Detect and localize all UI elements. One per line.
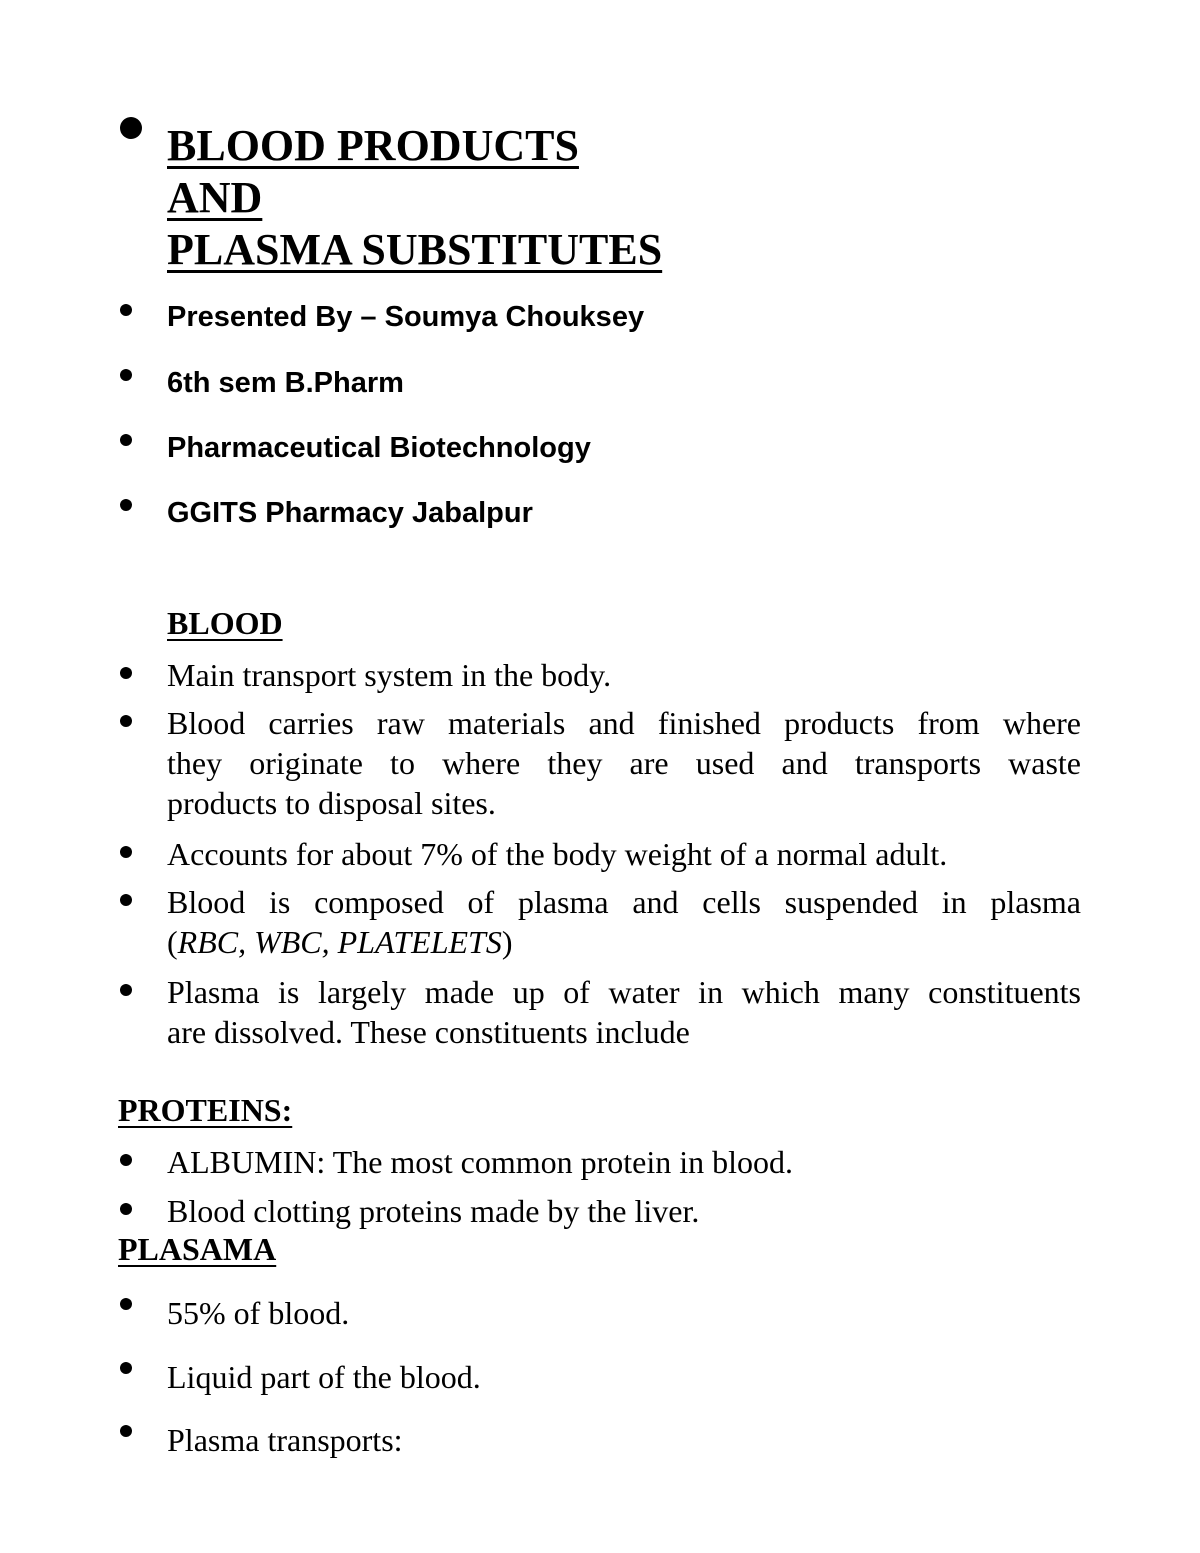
blood-point-2 — [167, 703, 1081, 823]
blood-point-2-line-1: Blood carries raw materials and finished products from where — [167, 705, 1081, 741]
plasama-point-2: Liquid part of the blood. — [167, 1359, 481, 1395]
list-bullet — [120, 894, 132, 906]
blood-point-1: Main transport system in the body. — [167, 657, 612, 693]
cell-types: RBC, WBC, PLATELETS — [177, 924, 502, 960]
list-bullet — [120, 984, 132, 996]
list-bullet — [120, 667, 132, 679]
list-bullet — [120, 1298, 132, 1310]
blood-point-3: Accounts for about 7% of the body weight of a normal adult. — [167, 836, 948, 872]
blood-point-2-line-2: they originate to where they are used and transports waste — [167, 745, 1081, 781]
title-line-3: PLASMA SUBSTITUTES — [167, 225, 663, 274]
title-line-2: AND — [167, 173, 263, 222]
plasama-heading: PLASAMA — [118, 1231, 277, 1267]
title-line-1: BLOOD PRODUCTS — [167, 121, 579, 170]
meta-bullet — [120, 369, 132, 381]
protein-point-1: ALBUMIN: The most common protein in blood. — [167, 1144, 794, 1180]
institute-line: GGITS Pharmacy Jabalpur — [167, 497, 533, 529]
list-bullet — [120, 846, 132, 858]
list-bullet — [120, 1425, 132, 1437]
blood-point-5-line-1: Plasma is largely made up of water in which many constituents — [167, 974, 1081, 1010]
blood-point-4-line-1: Blood is composed of plasma and cells suspended in plasma — [167, 884, 1081, 920]
meta-bullet — [120, 499, 132, 511]
blood-point-5 — [167, 972, 1081, 1052]
blood-point-5-line-2: are dissolved. These constituents include — [167, 1014, 690, 1050]
protein-point-2: Blood clotting proteins made by the liver. — [167, 1193, 700, 1229]
presenter-line: Presented By – Soumya Chouksey — [167, 301, 645, 333]
blood-heading: BLOOD — [167, 605, 283, 641]
plasama-point-1: 55% of blood. — [167, 1295, 350, 1331]
list-bullet — [120, 1154, 132, 1166]
proteins-heading: PROTEINS: — [118, 1092, 293, 1128]
meta-bullet — [120, 304, 132, 316]
title-bullet — [120, 117, 142, 139]
blood-point-4-line-2 — [167, 922, 1081, 962]
blood-point-4 — [167, 882, 1081, 962]
list-bullet — [120, 715, 132, 727]
paren-open: ( — [167, 924, 178, 960]
list-bullet — [120, 1203, 132, 1215]
subject-line: Pharmaceutical Biotechnology — [167, 432, 591, 464]
list-bullet — [120, 1362, 132, 1374]
paren-close: ) — [501, 924, 513, 960]
plasama-point-3: Plasma transports: — [167, 1422, 403, 1458]
semester-line: 6th sem B.Pharm — [167, 367, 404, 399]
meta-bullet — [120, 434, 132, 446]
blood-point-2-line-3: products to disposal sites. — [167, 785, 496, 821]
